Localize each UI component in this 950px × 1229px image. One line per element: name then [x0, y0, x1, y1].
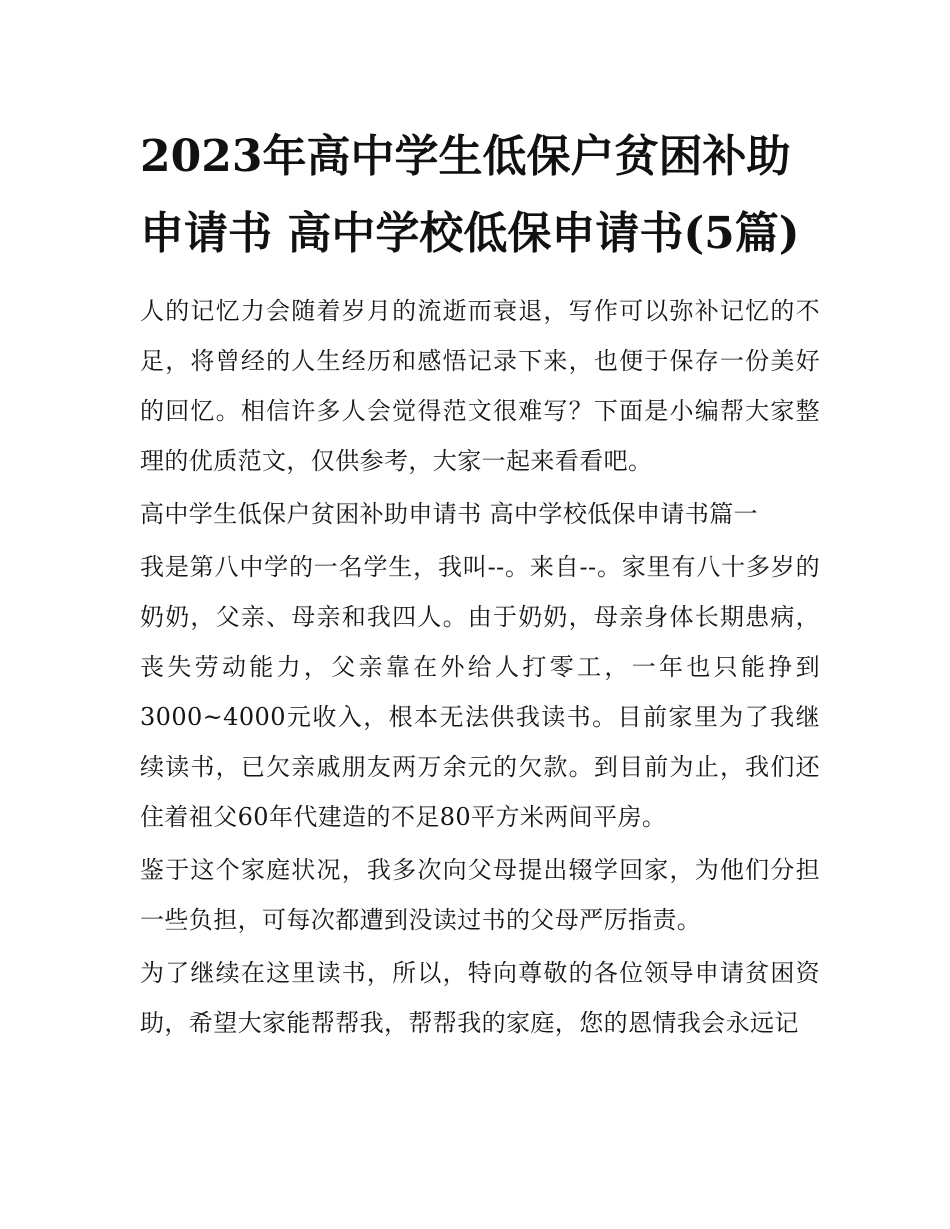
paragraph-dropout-request: 鉴于这个家庭状况，我多次向父母提出辍学回家，为他们分担一些负担，可每次都遭到没读过书的父母严厉指责。: [140, 856, 820, 934]
paragraph-family-situation: 我是第八中学的一名学生，我叫--。来自--。家里有八十多岁的奶奶，父亲、母亲和我四人。由于奶奶，母亲身体长期患病，丧失劳动能力，父亲靠在外给人打零工，一年也只能挣到3000~4000元收入，根本无法供我读书。目前家里为了我继续读书，已欠亲戚朋友两万余元的欠款。到目前为止，我们还住着祖父60年代建造的不足80平方米两间平房。: [140, 553, 820, 831]
paragraph-intro: 人的记忆力会随着岁月的流逝而衰退，写作可以弥补记忆的不足，将曾经的人生经历和感悟记录下来，也便于保存一份美好的回忆。相信许多人会觉得范文很难写？下面是小编帮大家整理的优质范文，仅供参考，大家一起来看看吧。: [140, 297, 820, 475]
document-body: [140, 118, 820, 1051]
section-heading: 高中学生低保户贫困补助申请书 高中学校低保申请书篇一: [140, 500, 759, 528]
paragraph-aid-request: 为了继续在这里读书，所以，特向尊敬的各位领导申请贫困资助，希望大家能帮帮我，帮帮我的家庭，您的恩情我会永远记: [140, 959, 820, 1037]
document-title: 2023年高中学生低保户贫困补助申请书 高中学校低保申请书(5篇): [140, 131, 800, 259]
